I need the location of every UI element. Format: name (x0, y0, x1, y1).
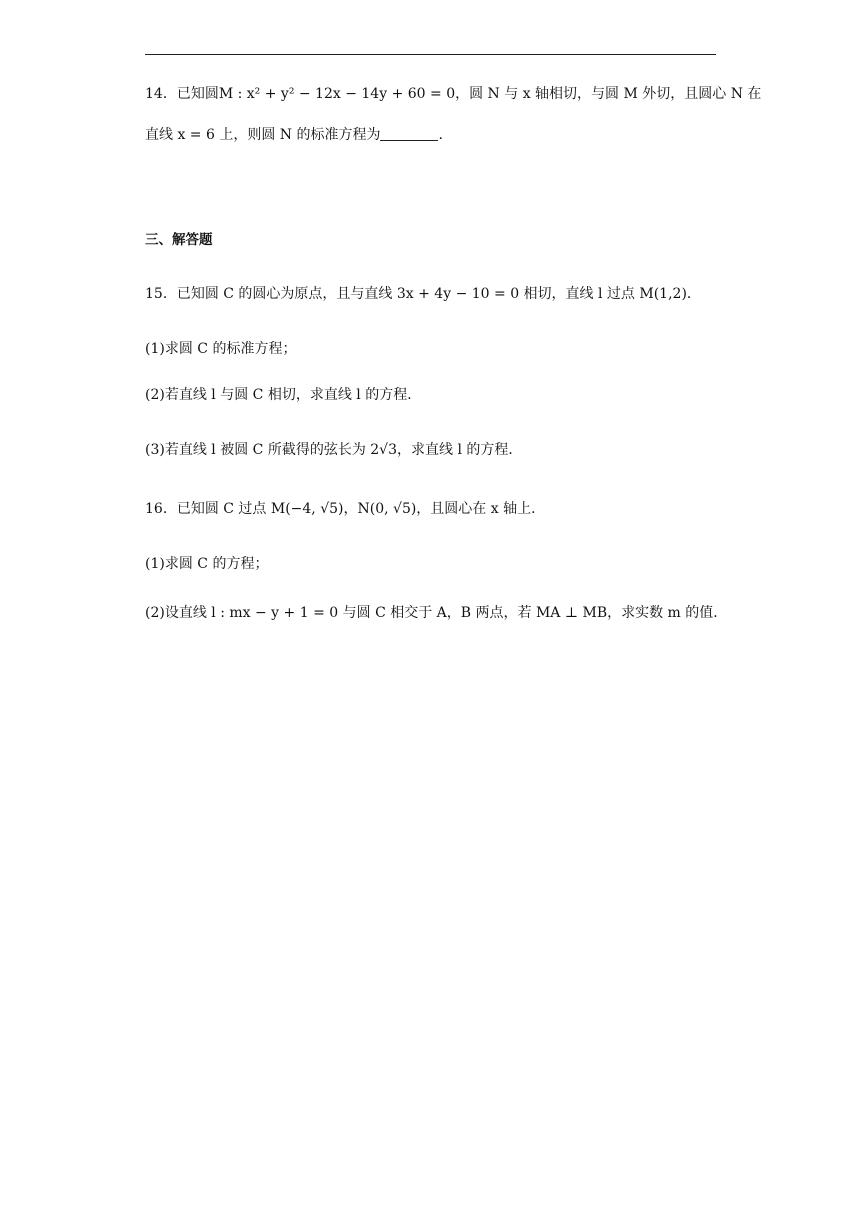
question-14-text: 直线 x = 6 上，则圆 N 的标准方程为 (145, 127, 381, 143)
question-15-part-1: (1)求圆 C 的标准方程； (145, 341, 297, 357)
question-14-line-2 (145, 125, 443, 145)
question-14-end: . (438, 127, 443, 143)
question-15-part-2: (2)若直线 l 与圆 C 相切，求直线 l 的方程． (145, 387, 422, 403)
question-16-part-1: (1)求圆 C 的方程； (145, 556, 269, 572)
question-16-stem: 16．已知圆 C 过点 M(−4, √5)，N(0, √5)，且圆心在 x 轴上． (145, 501, 546, 517)
question-15-stem: 15．已知圆 C 的圆心为原点，且与直线 3x + 4y − 10 = 0 相切，直线 l 过点 M(1,2)． (145, 286, 701, 302)
question-16-part-2: (2)设直线 l : mx − y + 1 = 0 与圆 C 相交于 A，B 两点，若 MA ⊥ MB，求实数 m 的值． (145, 605, 728, 621)
question-14-line-1: 14．已知圆M : x² + y² − 12x − 14y + 60 = 0，圆 N 与 x 轴相切，与圆 M 外切，且圆心 N 在 (145, 86, 762, 102)
answer-blank (380, 126, 438, 141)
header-rule (145, 54, 716, 55)
question-15-part-3: (3)若直线 l 被圆 C 所截得的弦长为 2√3，求直线 l 的方程． (145, 442, 523, 458)
section-heading: 三、解答题 (145, 232, 213, 248)
